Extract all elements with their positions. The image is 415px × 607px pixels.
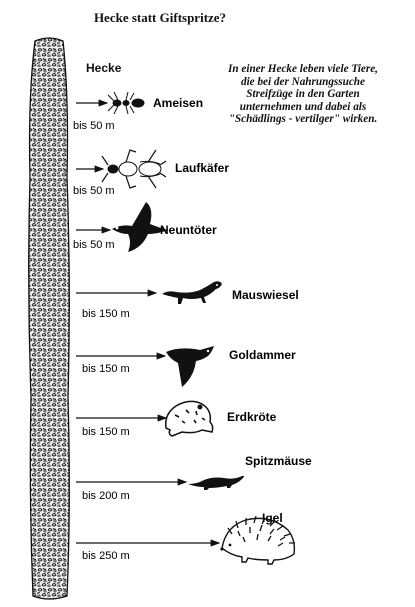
animal-name-mauswiesel: Mauswiesel [232,288,299,302]
yellowhammer-icon [166,346,214,387]
ant-icon [108,92,144,114]
distance-laufkaefer: bis 50 m [73,185,115,197]
hedgehog-icon [220,516,295,564]
distance-goldammer: bis 150 m [82,363,130,375]
weasel-icon [162,281,222,304]
animal-name-neuntoeter: Neuntöter [160,223,217,237]
distance-spitzmaeuse: bis 200 m [82,490,130,502]
distance-ameisen: bis 50 m [73,120,115,132]
row-spitzmaeuse [76,454,312,502]
distance-igel: bis 250 m [82,550,130,562]
distance-neuntoeter: bis 50 m [73,239,115,251]
toad-icon [166,401,213,436]
page-title: Hecke statt Giftspritze? [93,10,227,25]
shrew-icon [188,476,244,490]
hedge-label: Hecke [86,61,122,75]
row-ameisen [73,92,203,132]
row-igel [76,511,295,564]
animal-name-erdkroete: Erdkröte [227,410,277,424]
distance-mauswiesel: bis 150 m [82,308,130,320]
animal-name-spitzmaeuse: Spitzmäuse [245,454,312,468]
intro-text: In einer Hecke leben viele Tiere, die bei der Nahrungssuche Streifzüge in den Garten unternehmen und dabei als "Schädlings - vertilger" wirken. [228,63,378,126]
animal-name-igel: Igel [262,511,283,525]
row-neuntoeter [73,202,217,252]
beetle-icon [102,150,166,188]
row-erdkroete [76,401,277,438]
row-mauswiesel [76,281,299,320]
row-goldammer [76,346,296,387]
distance-erdkroete: bis 150 m [82,426,130,438]
animal-name-laufkaefer: Laufkäfer [175,161,230,175]
row-laufkaefer [73,150,229,197]
animal-name-goldammer: Goldammer [229,348,296,362]
animal-name-ameisen: Ameisen [153,96,204,110]
